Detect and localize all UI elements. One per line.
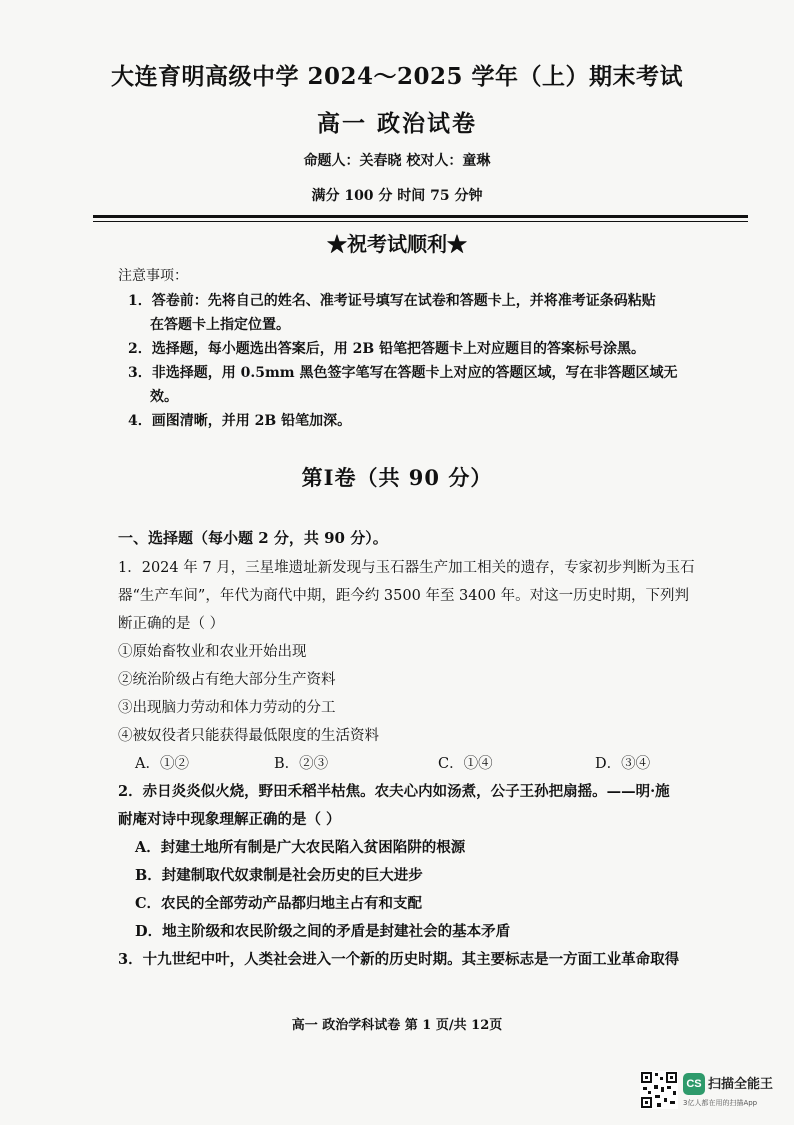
question-2-option-a: A．封建土地所有制是广大农民陷入贫困陷阱的根源 bbox=[135, 839, 466, 856]
question-2-line: 耐庵对诗中现象理解正确的是（ ） bbox=[118, 811, 341, 828]
note-item-continued: 在答题卡上指定位置。 bbox=[150, 317, 290, 333]
section-heading: 一、选择题（每小题 2 分，共 90 分）。 bbox=[118, 529, 388, 547]
exam-title: 大连育明高级中学 2024～2025 学年（上）期末考试 bbox=[110, 63, 684, 90]
exam-subtitle: 高一 政治试卷 bbox=[316, 110, 477, 137]
camscanner-logo-icon: CS bbox=[683, 1073, 705, 1095]
question-1-option-b: B．②③ bbox=[274, 756, 329, 772]
header-divider-thin bbox=[93, 221, 748, 222]
part-title: 第Ⅰ卷（共 90 分） bbox=[301, 465, 493, 490]
question-1-statement: ①原始畜牧业和农业开始出现 bbox=[118, 644, 307, 660]
note-item-continued: 效。 bbox=[150, 389, 178, 405]
score-and-time: 满分 100 分 时间 75 分钟 bbox=[311, 188, 483, 204]
note-item: 1．答卷前：先将自己的姓名、准考证号填写在试卷和答题卡上，并将准考证条码粘贴 bbox=[128, 293, 656, 309]
question-1-statement: ④被奴役者只能获得最低限度的生活资料 bbox=[118, 728, 379, 744]
question-2-option-c: C．农民的全部劳动产品都归地主占有和支配 bbox=[135, 895, 423, 912]
scanner-tagline: 3亿人都在用的扫描App bbox=[683, 1099, 758, 1107]
question-1-option-c: C．①④ bbox=[438, 756, 493, 772]
question-1-line: 断正确的是（ ） bbox=[118, 616, 225, 632]
question-2-option-b: B．封建制取代奴隶制是社会历史的巨大进步 bbox=[135, 867, 423, 884]
exam-blessing: ★祝考试顺利★ bbox=[327, 232, 467, 256]
header-divider-thick bbox=[93, 215, 748, 218]
exam-authors: 命题人：关春晓 校对人：童琳 bbox=[303, 153, 491, 169]
note-item: 2．选择题，每小题选出答案后，用 2B 铅笔把答题卡上对应题目的答案标号涂黑。 bbox=[128, 341, 646, 357]
question-1-line: 器“生产车间”，年代为商代中期，距今约 3500 年至 3400 年。对这一历史时期，下列判 bbox=[118, 588, 690, 604]
notes-heading: 注意事项： bbox=[118, 268, 188, 284]
question-1-line: 1．2024 年 7 月，三星堆遗址新发现与玉石器生产加工相关的遗存，专家初步判断为玉石 bbox=[118, 560, 695, 576]
qr-code-icon bbox=[640, 1071, 678, 1109]
note-item: 4．画图清晰，并用 2B 铅笔加深。 bbox=[128, 413, 352, 429]
scanner-app-name: 扫描全能王 bbox=[708, 1077, 774, 1092]
question-2-line: 2．赤日炎炎似火烧，野田禾稻半枯焦。农夫心内如汤煮，公子王孙把扇摇。——明·施 bbox=[118, 783, 670, 800]
question-1-option-d: D．③④ bbox=[595, 756, 651, 772]
question-1-option-a: A．①② bbox=[135, 756, 189, 772]
question-1-statement: ③出现脑力劳动和体力劳动的分工 bbox=[118, 700, 336, 716]
question-3-line: 3．十九世纪中叶，人类社会进入一个新的历史时期。其主要标志是一方面工业革命取得 bbox=[118, 951, 680, 968]
note-item: 3．非选择题，用 0.5mm 黑色签字笔写在答题卡上对应的答题区域，写在非答题区域无 bbox=[128, 365, 678, 381]
question-2-option-d: D．地主阶级和农民阶级之间的矛盾是封建社会的基本矛盾 bbox=[135, 923, 511, 940]
question-1-statement: ②统治阶级占有绝大部分生产资料 bbox=[118, 672, 336, 688]
page-footer: 高一 政治学科试卷 第 1 页/共 12页 bbox=[291, 1018, 503, 1033]
